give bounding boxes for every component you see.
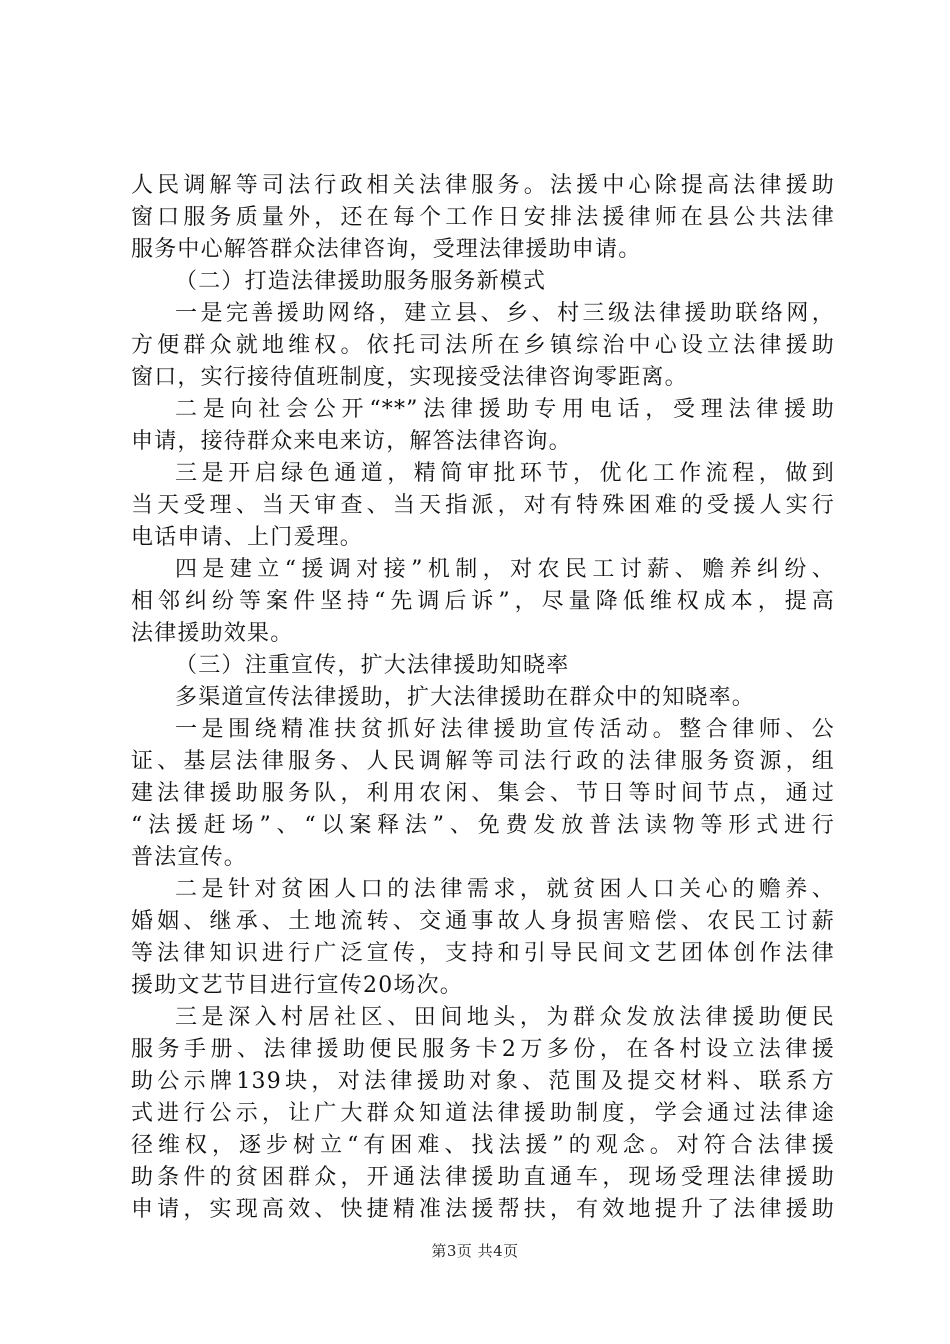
text-line: 一是完善援助网络，建立县、乡、村三级法律援助联络网，: [175, 301, 835, 326]
text-line: 窗口，实行接待值班制度，实现接受法律咨询零距离。: [131, 365, 688, 390]
text-line: 等法律知识进行广泛宣传，支持和引导民间文艺团体创作法律: [131, 941, 835, 966]
text-line: 四是建立“援调对接”机制，对农民工讨薪、赡养纠纷、: [175, 557, 835, 582]
text-line: 证、基层法律服务、人民调解等司法行政的法律服务资源，组: [131, 749, 835, 774]
text-line: 法律援助效果。: [131, 621, 294, 646]
text-line: 建法律援助服务队，利用农闲、集会、节日等时间节点，通过: [131, 781, 835, 806]
text-line: 一是围绕精准扶贫抓好法律援助宣传活动。整合律师、公: [175, 717, 835, 742]
text-line: 援助文艺节目进行宣传20场次。: [131, 973, 463, 998]
text-line: 婚姻、继承、土地流转、交通事故人身损害赔偿、农民工讨薪: [131, 909, 835, 934]
text-line: “法援赶场”、“以案释法”、免费发放普法读物等形式进行: [131, 813, 835, 838]
text-line: 方便群众就地维权。依托司法所在乡镇综治中心设立法律援助: [131, 333, 835, 358]
text-line: 人民调解等司法行政相关法律服务。法援中心除提高法律援助: [131, 173, 835, 198]
text-line: 相邻纠纷等案件坚持“先调后诉”，尽量降低维权成本，提高: [131, 589, 835, 614]
text-line: 当天受理、当天审查、当天指派，对有特殊困难的受援人实行: [131, 493, 835, 518]
text-line: 三是深入村居社区、田间地头，为群众发放法律援助便民: [175, 1005, 835, 1030]
body-text: [131, 170, 835, 1226]
text-line: 二是针对贫困人口的法律需求，就贫困人口关心的赡养、: [175, 877, 835, 902]
text-line: 二是向社会公开“**”法律援助专用电话，受理法律援助: [175, 397, 835, 422]
section-heading: （二）打造法律援助服务服务新模式: [175, 269, 547, 294]
section-heading: （三）注重宣传，扩大法律援助知晓率: [175, 653, 570, 678]
text-line: 服务手册、法律援助便民服务卡2万多份，在各村设立法律援: [131, 1037, 835, 1062]
text-line: 三是开启绿色通道，精简审批环节，优化工作流程，做到: [175, 461, 835, 486]
text-line: 申请，接待群众来电来访，解答法律咨询。: [131, 429, 572, 454]
text-line: 多渠道宣传法律援助，扩大法律援助在群众中的知晓率。: [175, 685, 756, 710]
text-line: 普法宣传。: [131, 845, 248, 870]
text-line: 服务中心解答群众法律咨询，受理法律援助申请。: [131, 237, 642, 262]
text-line: 助条件的贫困群众，开通法律援助直通车，现场受理法律援助: [131, 1165, 835, 1190]
text-line: 窗口服务质量外，还在每个工作日安排法援律师在县公共法律: [131, 205, 835, 230]
text-line: 申请，实现高效、快捷精准法援帮扶，有效地提升了法律援助: [131, 1197, 835, 1222]
text-line: 助公示牌139块，对法律援助对象、范围及提交材料、联系方: [131, 1069, 835, 1094]
text-line: 径维权，逐步树立“有困难、找法援”的观念。对符合法律援: [131, 1133, 835, 1158]
page-number-footer: 第3页 共4页: [431, 1242, 519, 1260]
text-line: 式进行公示，让广大群众知道法律援助制度，学会通过法律途: [131, 1101, 835, 1126]
text-line: 电话申请、上门爰理。: [131, 525, 364, 550]
